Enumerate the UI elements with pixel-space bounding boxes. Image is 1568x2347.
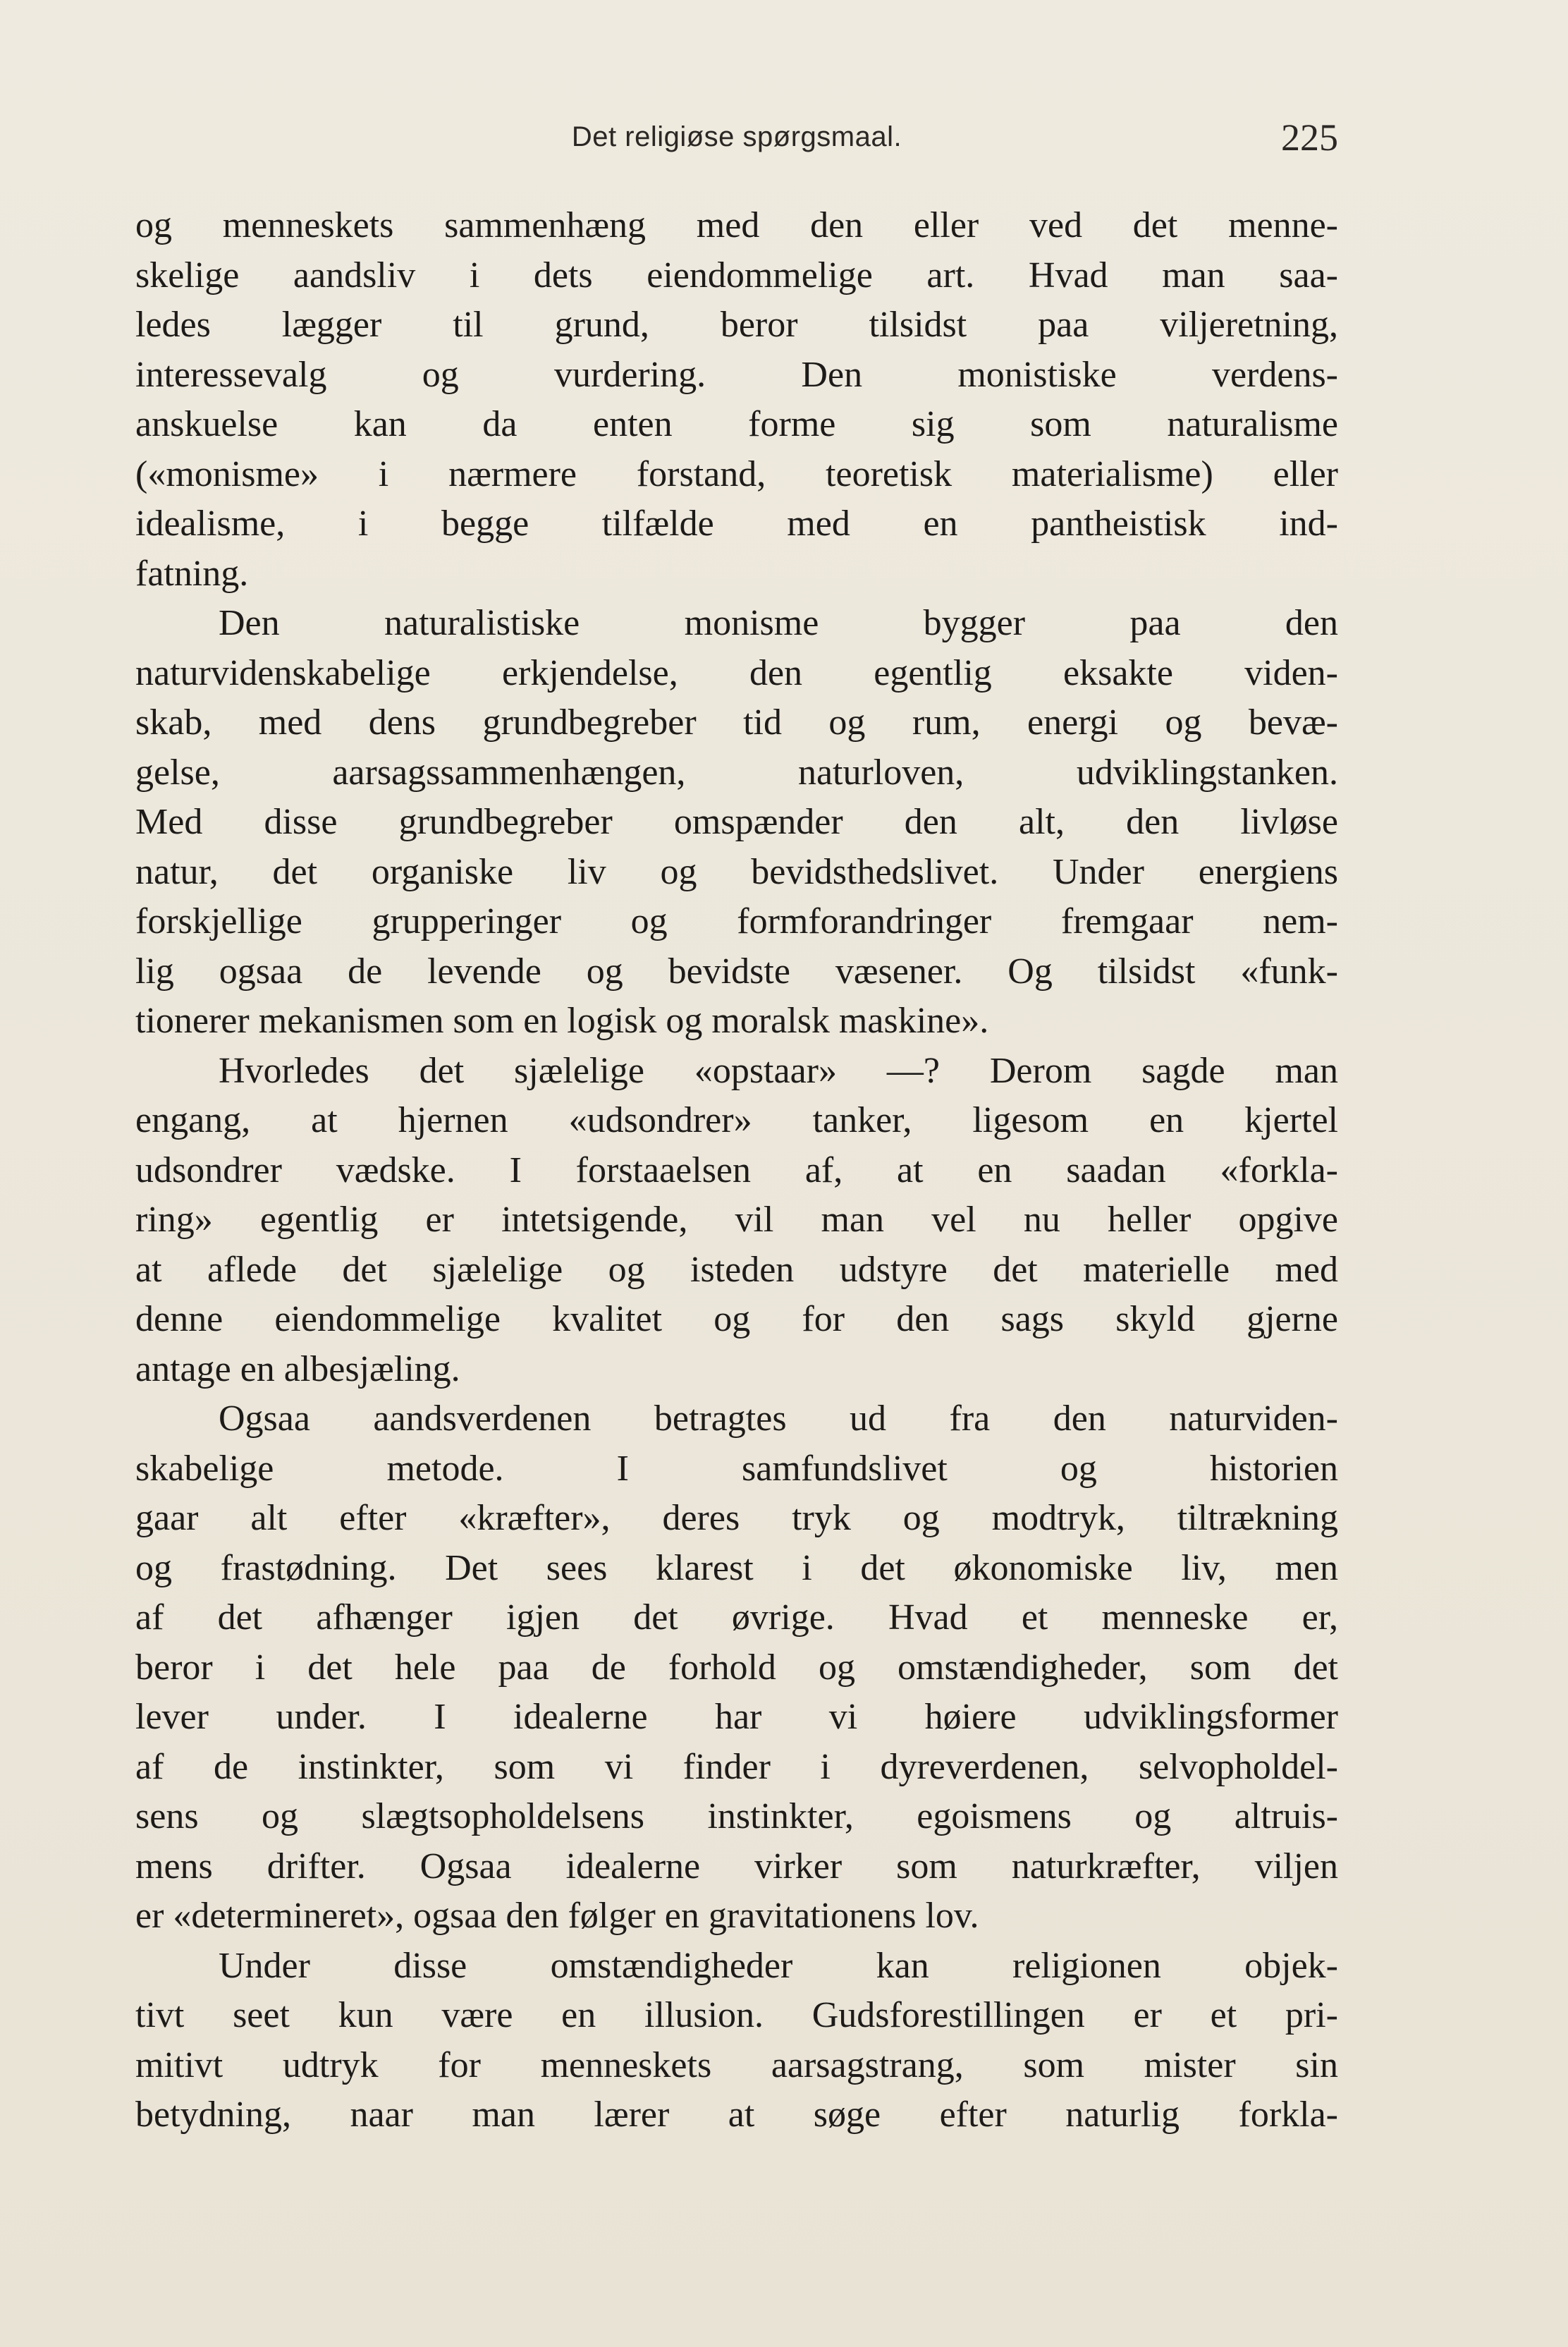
- text-line: antage en albesjæling.: [135, 1348, 460, 1389]
- text-line: lig ogsaa de levende og bevidste væsener. Og tilsidst «funk-: [135, 951, 1338, 992]
- text-line: ledes lægger til grund, beror tilsidst paa viljeretning,: [135, 305, 1338, 345]
- text-line: udsondrer vædske. I forstaaelsen af, at en saadan «forkla-: [135, 1150, 1338, 1190]
- text-line: denne eiendommelige kvalitet og for den sags skyld gjerne: [135, 1299, 1338, 1339]
- text-line: gaar alt efter «kræfter», deres tryk og modtryk, tiltrækning: [135, 1498, 1338, 1538]
- text-line: interessevalg og vurdering. Den monistiske verdens-: [135, 354, 1338, 395]
- text-line: anskuelse kan da enten forme sig som naturalisme: [135, 404, 1338, 444]
- paragraph-first-line: Den naturalistiske monisme bygger paa den: [219, 603, 1338, 643]
- text-line: mens drifter. Ogsaa idealerne virker som naturkræfter, viljen: [135, 1846, 1338, 1886]
- text-line: at aflede det sjælelige og isteden udstyre det materielle med: [135, 1249, 1338, 1290]
- text-line: beror i det hele paa de forhold og omstændigheder, som det: [135, 1647, 1338, 1688]
- paragraph-first-line: Under disse omstændigheder kan religionen objek-: [219, 1945, 1338, 1986]
- text-line: betydning, naar man lærer at søge efter naturlig forkla-: [135, 2095, 1338, 2135]
- text-line: Med disse grundbegreber omspænder den alt, den livløse: [135, 802, 1338, 842]
- running-title: Det religiøse spørgsmaal.: [571, 121, 902, 152]
- text-line: og menneskets sammenhæng med den eller ved det menne-: [135, 205, 1338, 245]
- text-line: naturvidenskabelige erkjendelse, den egentlig eksakte viden-: [135, 652, 1338, 693]
- text-line: skab, med dens grundbegreber tid og rum, energi og bevæ-: [135, 702, 1338, 743]
- text-line: skelige aandsliv i dets eiendommelige art. Hvad man saa-: [135, 255, 1338, 295]
- text-line: af de instinkter, som vi finder i dyreverdenen, selvopholdel-: [135, 1746, 1338, 1787]
- text-line: ring» egentlig er intetsigende, vil man vel nu heller opgive: [135, 1200, 1338, 1240]
- text-line: idealisme, i begge tilfælde med en pantheistisk ind-: [135, 504, 1338, 544]
- text-line: lever under. I idealerne har vi høiere udviklingsformer: [135, 1697, 1338, 1737]
- text-line: natur, det organiske liv og bevidsthedslivet. Under energiens: [135, 851, 1338, 892]
- text-line: af det afhænger igjen det øvrige. Hvad et menneske er,: [135, 1597, 1338, 1638]
- page-header: [135, 116, 1338, 165]
- text-line: tionerer mekanismen som en logisk og moralsk maskine».: [135, 1001, 989, 1041]
- text-line: tivt seet kun være en illusion. Gudsforestillingen er et pri-: [135, 1995, 1338, 2035]
- text-line: engang, at hjernen «udsondrer» tanker, ligesom en kjertel: [135, 1100, 1338, 1140]
- text-line: sens og slægtsopholdelsens instinkter, egoismens og altruis-: [135, 1796, 1338, 1836]
- text-line: fatning.: [135, 553, 249, 594]
- paragraph-first-line: Hvorledes det sjælelige «opstaar» —? Derom sagde man: [219, 1050, 1338, 1091]
- text-line: og frastødning. Det sees klarest i det økonomiske liv, men: [135, 1547, 1338, 1588]
- paragraph-first-line: Ogsaa aandsverdenen betragtes ud fra den naturviden-: [219, 1398, 1338, 1439]
- page-number: 225: [1281, 116, 1338, 159]
- text-line: forskjellige grupperinger og formforandringer fremgaar nem-: [135, 901, 1338, 941]
- text-line: gelse, aarsagssammenhængen, naturloven, udviklingstanken.: [135, 752, 1338, 793]
- text-line: er «determineret», ogsaa den følger en gravitationens lov.: [135, 1896, 979, 1936]
- body-text: [135, 201, 1338, 2140]
- text-line: mitivt udtryk for menneskets aarsagstrang, som mister sin: [135, 2044, 1338, 2085]
- text-line: skabelige metode. I samfundslivet og historien: [135, 1448, 1338, 1489]
- text-line: («monisme» i nærmere forstand, teoretisk materialisme) eller: [135, 453, 1338, 494]
